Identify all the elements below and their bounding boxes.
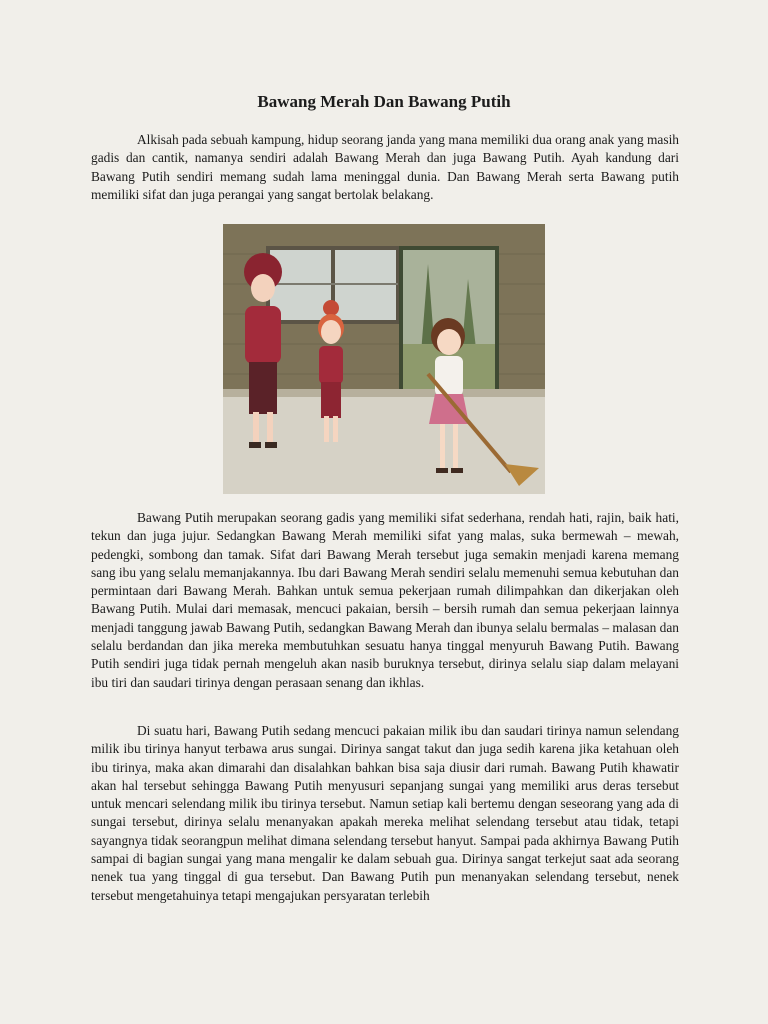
page-title: Bawang Merah Dan Bawang Putih: [257, 92, 511, 111]
paragraph-intro: Alkisah pada sebuah kampung, hidup seorang janda yang mana memiliki dua orang anak yang masih gadis dan cantik, namanya sendiri adalah Bawang Merah dan juga Bawang Putih. Ayah kandung dari Bawang Putih sendiri memang sudah lama meninggal dunia. Dan Bawang Merah serta Bawang putih memiliki sifat dan juga perangai yang sangat bertolak belakang.: [91, 132, 679, 202]
paragraph-character: Bawang Putih merupakan seorang gadis yang memiliki sifat sederhana, rendah hati, rajin, baik hati, tekun dan juga jujur. Sedangkan Bawang Merah memiliki sifat yang malas, suka bermewah – mewah, pedengki, sombong dan tamak. Sifat dari Bawang Merah tersebut juga semakin menjadi karena memang sang ibu yang selalu memanjakannya. Ibu dari Bawang Merah sendiri selalu memenuhi semua kebutuhan dan permintaan dari Bawang Merah. Bahkan untuk semua pekerjaan rumah dilimpahkan dan dikerjakan oleh Bawang Putih. Mulai dari memasak, mencuci pakaian, bersih – bersih rumah dan semua pekerjaan lainnya menjadi tanggung jawab Bawang Putih, sedangkan Bawang Merah dan ibunya selalu bermalas – malasan dan selalu berdandan dan jika mereka membutuhkan sesuatu hanya tinggal menyuruh Bawang Putih. Bawang Putih sendiri juga tidak pernah mengeluh akan nasib buruknya tersebut, dirinya selalu siap dalam melayani ibu tiri dan saudari tirinya dengan perasaan senang dan ikhlas.: [91, 510, 679, 690]
story-illustration: [223, 224, 545, 494]
paragraph-river: Di suatu hari, Bawang Putih sedang mencuci pakaian milik ibu dan saudari tirinya namun selendang milik ibu tirinya hanyut terbawa arus sungai. Dirinya sangat takut dan juga sedih karena jika ketahuan oleh ibu tirinya, maka akan dimarahi dan disalahkan bahkan bisa saja diusir dari rumah. Bawang Putih khawatir akan hal tersebut sehingga Bawang Putih menyusuri sepanjang sungai yang memiliki arus deras tersebut untuk mencari selendang milik ibu tirinya tersebut. Namun setiap kali bertemu dengan seseorang yang ada di sungai tersebut, dirinya selalu menanyakan apakah mereka melihat selendang tersebut atau tidak, tetapi sayangnya tidak seorangpun melihat dimana selendang tersebut hanyut. Sampai pada akhirnya Bawang Putih sampai di bagian sungai yang mana mengalir ke dalam sebuah gua. Dirinya sangat terkejut saat ada seorang nenek tua yang tinggal di gua tersebut. Dan Bawang Putih pun menanyakan selendang tersebut, nenek tersebut mengetahuinya tetapi mengajukan persyaratan terlebih: [91, 723, 679, 903]
